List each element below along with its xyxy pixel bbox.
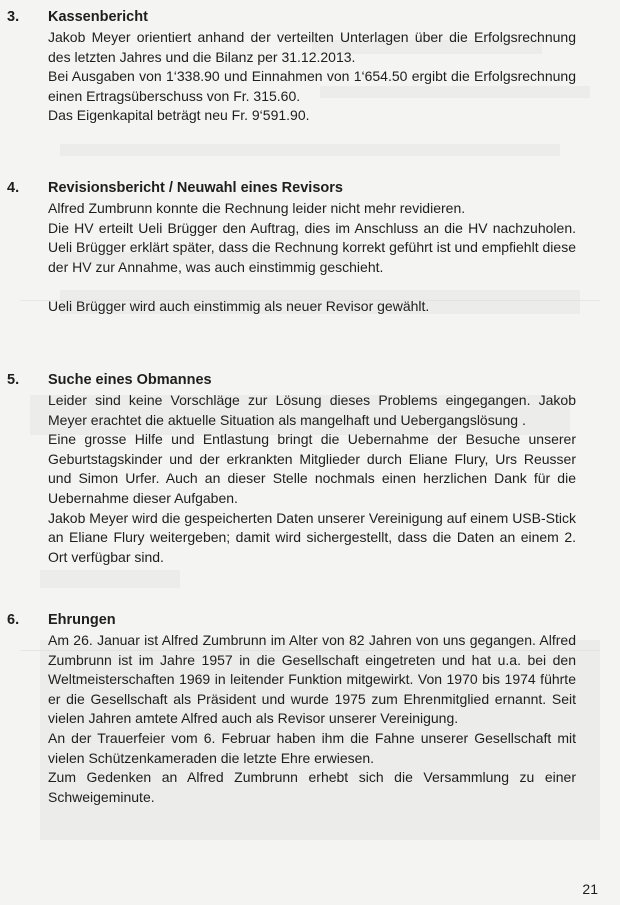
paragraph: Bei Ausgaben von 1‘338.90 und Einnahmen von 1‘654.50 ergibt die Erfolgsrechnung einen Ertragsüberschuss von Fr. 315.60. xyxy=(48,68,576,104)
paragraph: Die HV erteilt Ueli Brügger den Auftrag, dies im Anschluss an die HV nachzuholen. Ueli Brügger erklärt später, dass die Rechnung korrekt geführt ist und empfiehlt diese der HV zur Annahme, was auch einstimmig geschieht. xyxy=(48,219,576,275)
bleed-through-mark xyxy=(40,570,180,588)
section-number: 4. xyxy=(7,180,20,196)
bleed-through-mark xyxy=(60,144,560,156)
paragraph: Jakob Meyer wird die gespeicherten Daten unserer Vereinigung auf einem USB-Stick an Eliane Flury weitergeben; damit wird sichergestellt, dass die Daten an einem 2. Ort verfügbar sind. xyxy=(48,509,576,565)
paragraph: Eine grosse Hilfe und Entlastung bringt die Uebernahme der Besuche unserer Geburtstagskinder und der erkrankten Mitglieder durch Eliane Flury, Urs Reusser und Simon Urfer. Auch an dieser Stelle nochmals einen herzlichen Dank für die Uebernahme dieser Aufgaben. xyxy=(48,431,576,506)
section-number: 3. xyxy=(7,9,20,25)
section-title: Kassenbericht xyxy=(48,9,148,25)
paragraph: Jakob Meyer orientiert anhand der verteilten Unterlagen über die Erfolgsrechnung des letzten Jahres und die Bilanz per 31.12.2013. xyxy=(48,29,576,65)
section-number: 6. xyxy=(7,612,20,628)
paragraph: Das Eigenkapital beträgt neu Fr. 9‘591.90. xyxy=(48,107,310,124)
section-title: Revisionsbericht / Neuwahl eines Revisors xyxy=(48,180,343,196)
paragraph: Leider sind keine Vorschläge zur Lösung dieses Problems eingegangen. Jakob Meyer erachtet die aktuelle Situation als mangelhaft und Uebergangslösung . xyxy=(48,392,576,428)
paragraph: Am 26. Januar ist Alfred Zumbrunn im Alter von 82 Jahren von uns gegangen. Alfred Zumbrunn ist im Jahre 1957 in die Gesellschaft eingetreten und hat u.a. bei den Weltmeisterschaften 1969 in leitender Funktion mitgewirkt. Von 1970 bis 1974 führte er die Gesellschaft als Präsident und wurde 1975 zum Ehrenmitglied ernannt. Seit vielen Jahren amtete Alfred auch als Revisor unserer Vereinigung. xyxy=(48,632,576,727)
section-body xyxy=(48,631,576,807)
section-title: Suche eines Obmannes xyxy=(48,372,212,388)
paragraph: Zum Gedenken an Alfred Zumbrunn erhebt sich die Versammlung zu einer Schweigeminute. xyxy=(48,769,576,805)
section-number: 5. xyxy=(7,372,20,388)
section-body xyxy=(48,199,576,317)
page-number: 21 xyxy=(582,881,598,897)
paragraph: Ueli Brügger wird auch einstimmig als neuer Revisor gewählt. xyxy=(48,297,430,314)
section-title: Ehrungen xyxy=(48,612,116,628)
section-body xyxy=(48,28,576,126)
section-body xyxy=(48,391,576,567)
paragraph: An der Trauerfeier vom 6. Februar haben ihm die Fahne unserer Gesellschaft mit vielen Schützenkameraden die letzte Ehre erwiesen. xyxy=(48,729,576,766)
paragraph: Alfred Zumbrunn konnte die Rechnung leider nicht mehr revidieren. xyxy=(48,200,466,216)
